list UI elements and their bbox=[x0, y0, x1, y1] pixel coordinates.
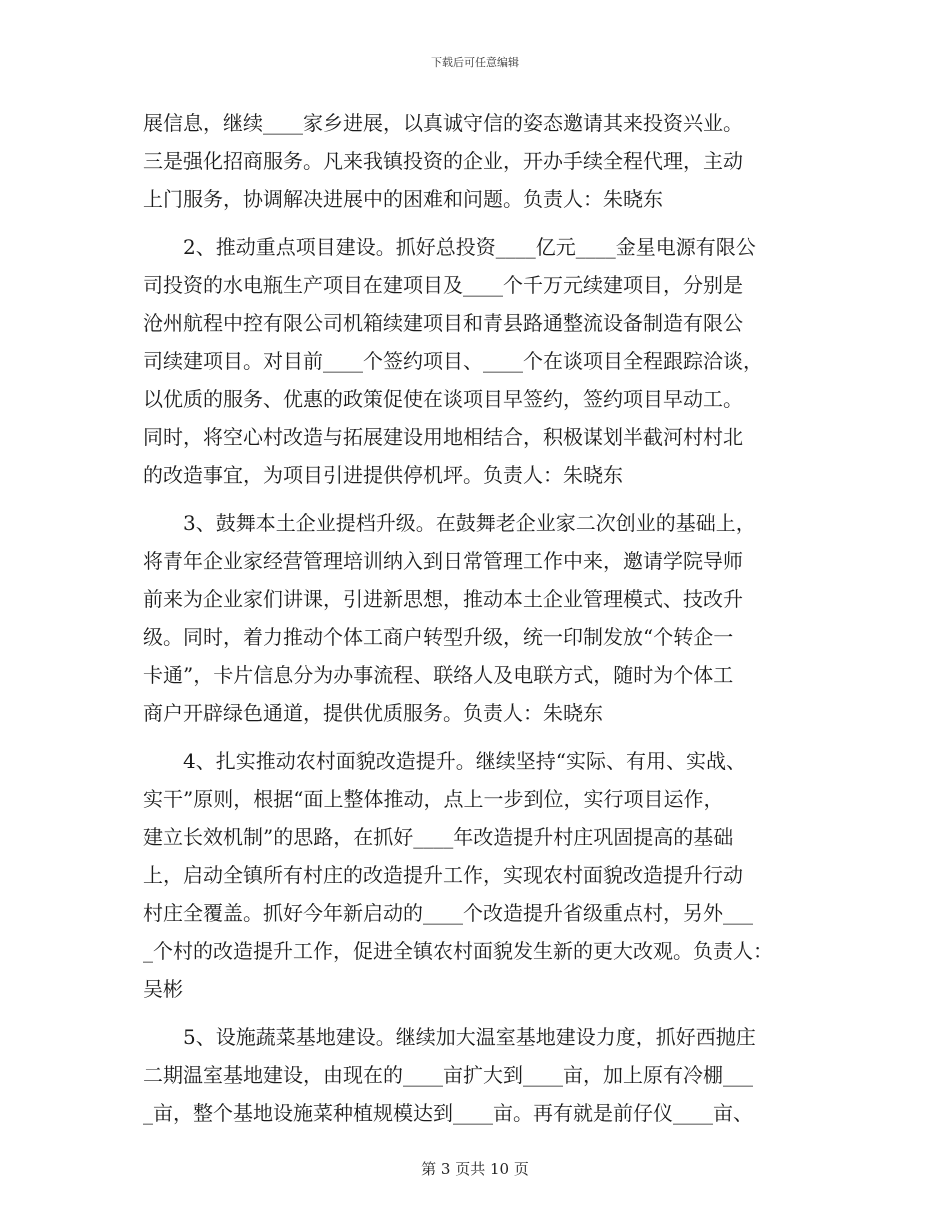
text-line: 二期温室基地建设，由现在的____亩扩大到____亩，加上原有冷棚___ bbox=[143, 1063, 753, 1087]
text-line: 卡通”，卡片信息分为办事流程、联络人及电联方式，随时为个体工 bbox=[143, 663, 734, 687]
text-line: 上，启动全镇所有村庄的改造提升工作，实现农村面貌改造提升行动 bbox=[143, 863, 743, 887]
text-line: 2、推动重点项目建设。抓好总投资____亿元____金星电源有限公 bbox=[143, 235, 756, 259]
text-line: 三是强化招商服务。凡来我镇投资的企业，开办手续全程代理，主动 bbox=[143, 149, 743, 173]
text-line: 3、鼓舞本土企业提档升级。在鼓舞老企业家二次创业的基础上， bbox=[143, 511, 756, 535]
text-line: 实干”原则，根据“面上整体推动，点上一步到位，实行项目运作， bbox=[143, 787, 724, 811]
page-header: 下载后可任意编辑 bbox=[431, 56, 519, 69]
text-line: 前来为企业家们讲课，引进新思想，推动本土企业管理模式、技改升 bbox=[143, 587, 743, 611]
document-body bbox=[143, 104, 807, 1132]
text-line: 吴彬 bbox=[143, 977, 183, 1001]
text-line: 的改造事宜，为项目引进提供停机坪。负责人：朱晓东 bbox=[143, 463, 623, 487]
text-line: 5、设施蔬菜基地建设。继续加大温室基地建设力度，抓好西抛庄 bbox=[143, 1025, 756, 1049]
paragraph-gap bbox=[143, 732, 807, 742]
text-line: 展信息，继续____家乡进展，以真诚守信的姿态邀请其来投资兴业。 bbox=[143, 111, 743, 135]
text-line: 商户开辟绿色通道，提供优质服务。负责人：朱晓东 bbox=[143, 701, 603, 725]
text-line: 司投资的水电瓶生产项目在建项目及____个千万元续建项目，分别是 bbox=[143, 273, 743, 297]
text-line: 沧州航程中控有限公司机箱续建项目和青县路通整流设备制造有限公 bbox=[143, 311, 743, 335]
paragraph-gap bbox=[143, 1008, 807, 1018]
text-line: 村庄全覆盖。抓好今年新启动的____个改造提升省级重点村，另外___ bbox=[143, 901, 753, 925]
text-line: 以优质的服务、优惠的政策促使在谈项目早签约，签约项目早动工。 bbox=[143, 387, 743, 411]
text-line: 司续建项目。对目前____个签约项目、____个在谈项目全程跟踪洽谈， bbox=[143, 349, 763, 373]
text-line: 4、扎实推动农村面貌改造提升。继续坚持“实际、有用、实战、 bbox=[143, 749, 746, 773]
text-line: _亩，整个基地设施菜种植规模达到____亩。再有就是前仔仪____亩、 bbox=[143, 1101, 753, 1125]
paragraph-gap bbox=[143, 494, 807, 504]
text-line: 级。同时，着力推动个体工商户转型升级，统一印制发放“个转企一 bbox=[143, 625, 734, 649]
text-line: 将青年企业家经营管理培训纳入到日常管理工作中来，邀请学院导师 bbox=[143, 549, 743, 573]
page-footer: 第 3 页共 10 页 bbox=[421, 1160, 529, 1178]
paragraph-gap bbox=[143, 218, 807, 228]
text-line: 建立长效机制”的思路，在抓好____年改造提升村庄巩固提高的基础 bbox=[143, 825, 734, 849]
text-line: _个村的改造提升工作，促进全镇农村面貌发生新的更大改观。负责人： bbox=[143, 939, 773, 963]
text-line: 上门服务，协调解决进展中的困难和问题。负责人：朱晓东 bbox=[143, 187, 663, 211]
text-line: 同时，将空心村改造与拓展建设用地相结合，积极谋划半截河村村北 bbox=[143, 425, 743, 449]
